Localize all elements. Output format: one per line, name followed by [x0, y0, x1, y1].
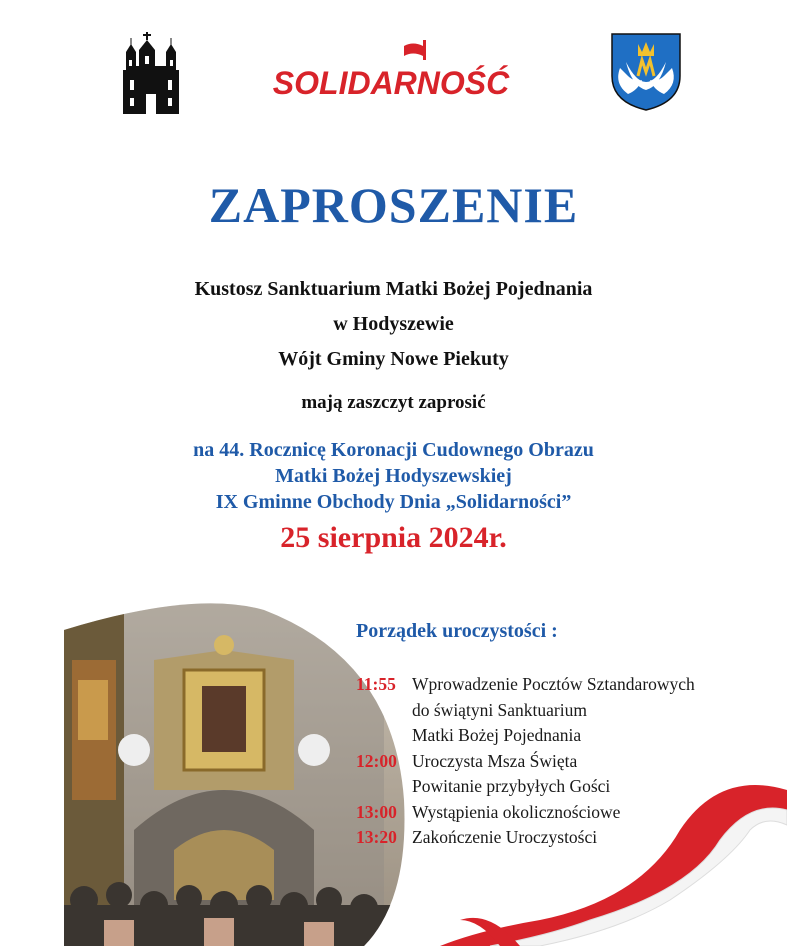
schedule-time: 12:00	[356, 750, 397, 771]
hosts-block	[0, 272, 787, 377]
church-silhouette-icon	[120, 30, 182, 114]
schedule-item	[356, 825, 756, 851]
schedule-description	[412, 749, 610, 800]
occasion-line: IX Gminne Obchody Dnia „Solidarności”	[215, 491, 572, 513]
solidarnosc-logo	[272, 38, 510, 108]
host-line: Kustosz Sanktuarium Matki Bożej Pojednania	[194, 278, 593, 300]
occasion-line: na 44. Rocznicę Koronacji Cudownego Obrazu	[193, 439, 594, 461]
schedule-line: Powitanie przybyłych Gości	[412, 776, 611, 796]
schedule-description	[412, 825, 597, 851]
schedule-line: Zakończenie Uroczystości	[412, 827, 598, 847]
solidarnosc-wordmark: SOLIDARNOŚĆ	[272, 65, 510, 101]
occasion-line: Matki Bożej Hodyszewskiej	[275, 465, 512, 487]
municipal-crest-icon	[610, 32, 682, 112]
schedule-list	[356, 672, 756, 851]
host-line: w Hodyszewie	[333, 313, 454, 335]
invite-text: mają zaszczyt zaprosić	[301, 392, 486, 413]
occasion-block	[0, 437, 787, 515]
schedule-item	[356, 749, 756, 800]
schedule-time: 13:20	[356, 827, 397, 847]
host-line: Wójt Gminy Nowe Piekuty	[278, 348, 509, 370]
schedule-description	[412, 800, 620, 826]
program-title: Porządek uroczystości :	[356, 620, 558, 642]
page-title: ZAPROSZENIE	[208, 177, 579, 233]
schedule-line: Matki Bożej Pojednania	[412, 725, 582, 745]
schedule-time: 13:00	[356, 801, 397, 822]
schedule-line: Uroczysta Msza Święta	[412, 750, 578, 771]
schedule-line: do świątyni Sanktuarium	[412, 699, 587, 720]
schedule-line: Wystąpienia okolicznościowe	[412, 801, 621, 822]
event-date: 25 sierpnia 2024r.	[280, 521, 507, 554]
schedule-line: Wprowadzenie Pocztów Sztandarowych	[412, 674, 695, 694]
logo-row	[0, 30, 787, 115]
schedule-item	[356, 672, 756, 749]
schedule-description	[412, 672, 695, 749]
schedule-item	[356, 800, 756, 826]
schedule-time: 11:55	[356, 674, 396, 694]
